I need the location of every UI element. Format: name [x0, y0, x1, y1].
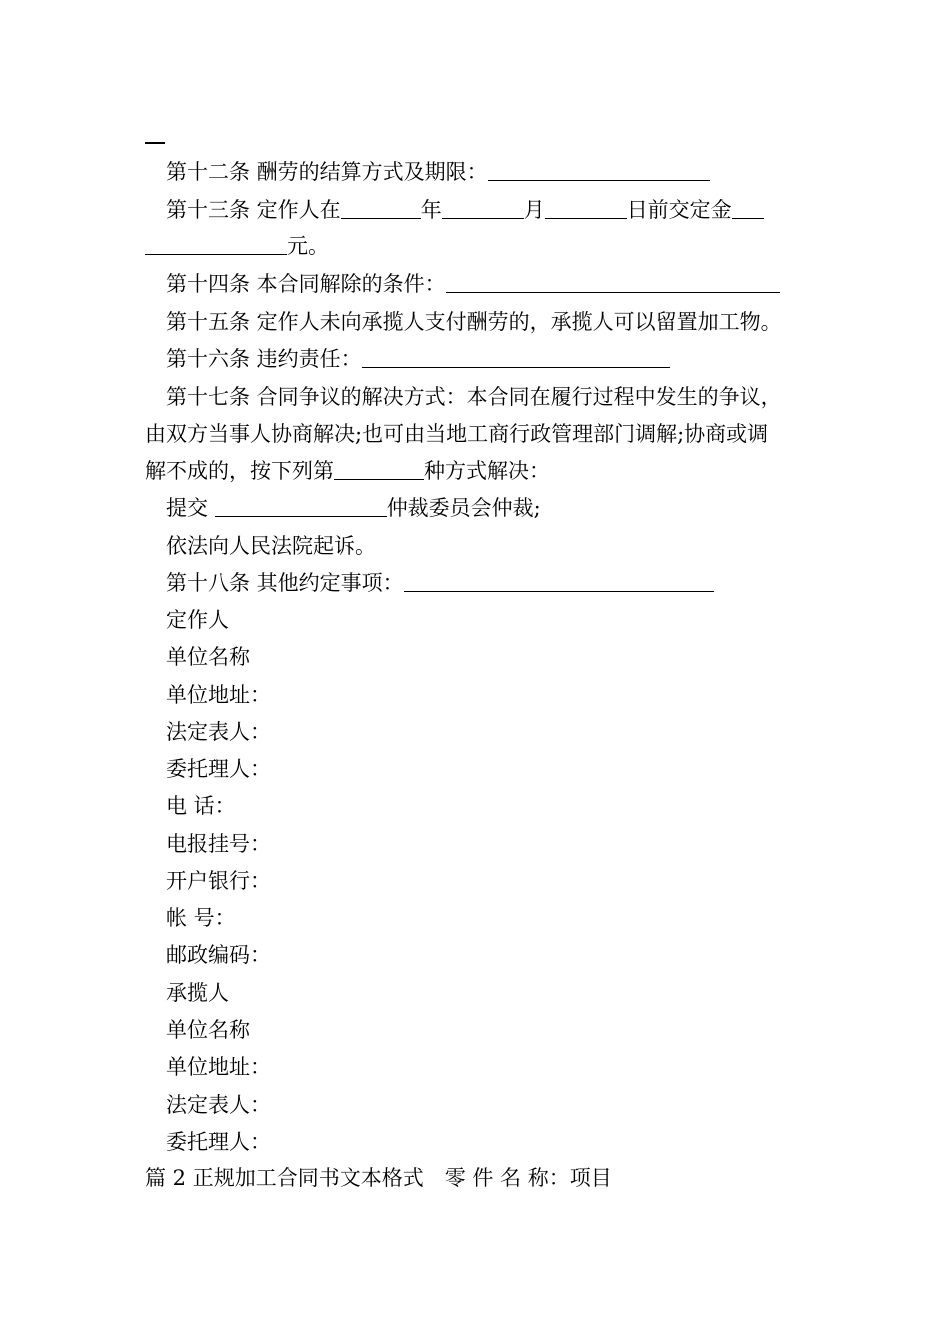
- option-1-text-b: 仲裁委员会仲裁;: [386, 496, 541, 520]
- party-a-account: 帐 号：: [166, 906, 236, 930]
- article-14: [166, 270, 780, 298]
- blank-liability: [362, 347, 670, 368]
- blank-year: [341, 198, 421, 219]
- option-1-text-a: 提交: [166, 496, 215, 520]
- article-18: [166, 569, 714, 597]
- article-17-text-3b: 种方式解决：: [424, 459, 550, 483]
- article-12-text: 第十二条 酬劳的结算方式及期限：: [166, 160, 488, 184]
- article-13-text-d: 日前交定金: [626, 198, 732, 222]
- year-label: 年: [420, 198, 442, 222]
- article-15: [166, 308, 782, 336]
- option-2-text: 依法向人民法院起诉。: [166, 534, 376, 558]
- blank-month: [442, 198, 524, 219]
- article-13-cont: [145, 232, 329, 260]
- party-b-unit-address: 单位地址：: [166, 1055, 271, 1079]
- party-a-bank: 开户银行：: [166, 869, 271, 893]
- article-16: [166, 345, 670, 373]
- blank-deposit-part2: [145, 234, 287, 255]
- article-13: [166, 196, 764, 224]
- blank-deposit-part1: [732, 198, 764, 219]
- article-14-text: 第十四条 本合同解除的条件：: [166, 272, 446, 296]
- party-b-agent: 委托理人：: [166, 1130, 271, 1154]
- blank-arbitration-committee: [215, 496, 387, 517]
- party-a-phone: 电 话：: [166, 794, 236, 818]
- article-17-text-1: 第十七条 合同争议的解决方式：本合同在履行过程中发生的争议，: [166, 385, 782, 409]
- blank-settlement: [488, 160, 710, 181]
- party-a-unit-name: 单位名称: [166, 645, 250, 669]
- blank-other-terms: [404, 571, 714, 592]
- party-a-unit-address: 单位地址：: [166, 683, 271, 707]
- article-17-line1: [166, 383, 782, 411]
- article-17-line3: [145, 457, 550, 485]
- option-court: [166, 532, 376, 560]
- article-18-text: 第十八条 其他约定事项：: [166, 571, 404, 595]
- blank-method-number: [334, 459, 424, 480]
- blank-termination: [446, 272, 780, 293]
- option-arbitration: [166, 494, 541, 522]
- party-a-agent: 委托理人：: [166, 757, 271, 781]
- blank-day: [545, 198, 627, 219]
- party-b-title: 承揽人: [166, 981, 229, 1005]
- footer-heading: 篇 2 正规加工合同书文本格式 零 件 名 称：项目: [145, 1166, 612, 1190]
- party-a-legal-rep: 法定表人：: [166, 720, 271, 744]
- party-a-title: 定作人: [166, 608, 229, 632]
- article-16-text: 第十六条 违约责任：: [166, 347, 362, 371]
- party-a-telegram: 电报挂号：: [166, 832, 271, 856]
- article-15-text: 第十五条 定作人未向承揽人支付酬劳的，承揽人可以留置加工物。: [166, 310, 782, 334]
- article-17-text-3a: 解不成的，按下列第: [145, 459, 334, 483]
- party-b-unit-name: 单位名称: [166, 1018, 250, 1042]
- article-17-line2: [145, 420, 768, 448]
- article-12: [166, 158, 710, 186]
- article-13-text-a: 第十三条 定作人在: [166, 198, 341, 222]
- party-b-legal-rep: 法定表人：: [166, 1093, 271, 1117]
- month-label: 月: [523, 198, 545, 222]
- yuan-label: 元。: [287, 234, 329, 258]
- party-a-postcode: 邮政编码：: [166, 943, 271, 967]
- article-17-text-2: 由双方当事人协商解决;也可由当地工商行政管理部门调解;协商或调: [145, 422, 769, 446]
- leading-dash: [145, 142, 165, 144]
